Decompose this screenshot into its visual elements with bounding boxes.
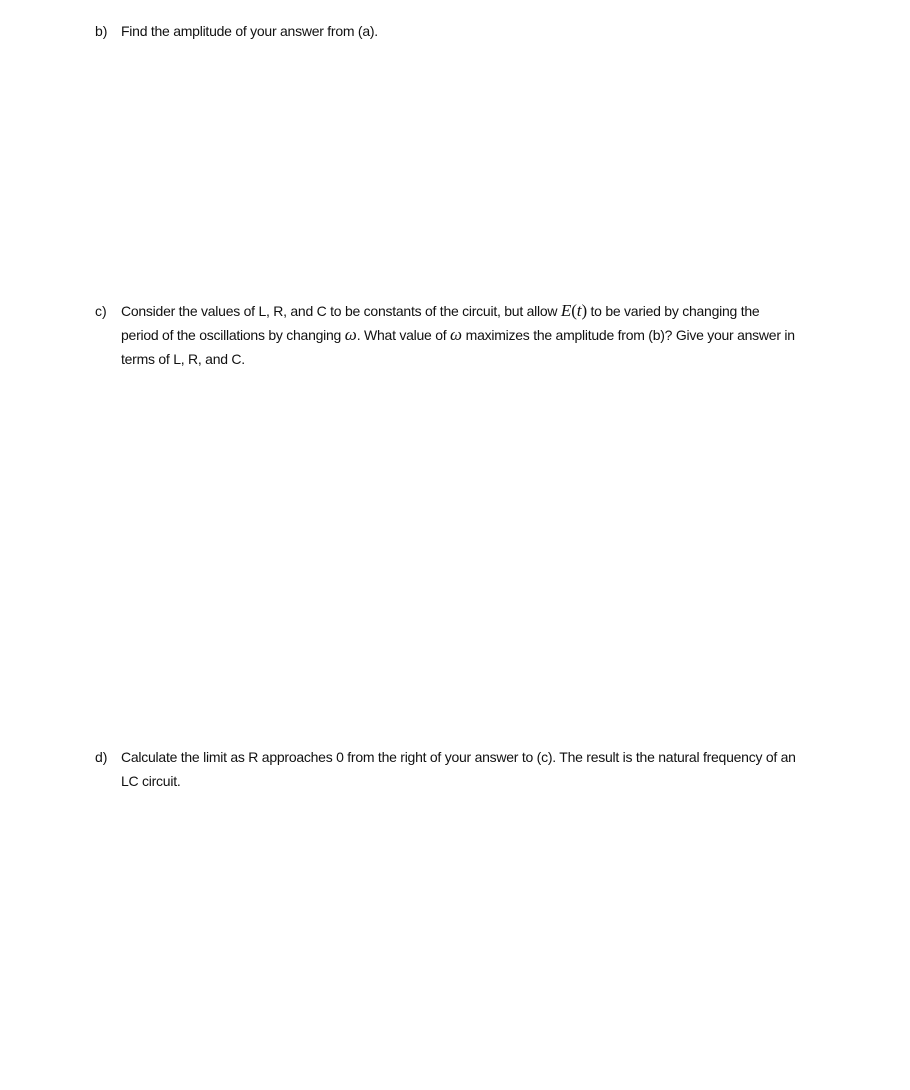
question-text: Calculate the limit as R approaches 0 from the right of your answer to (c). The result is the natural frequency of an LC circuit. <box>121 749 796 789</box>
math-t: t <box>576 301 582 320</box>
text-segment: Consider the values of L, R, and C to be constants of the circuit, but allow <box>121 303 561 319</box>
question-b <box>95 19 815 43</box>
math-omega: ω <box>450 325 463 344</box>
text-segment: to be varied by changing the period of the oscillations by changing <box>121 303 760 343</box>
math-paren: ( <box>571 301 577 320</box>
question-text <box>121 299 795 371</box>
math-E: E <box>560 301 572 320</box>
question-c <box>95 299 795 371</box>
question-label: c) <box>95 303 107 319</box>
math-omega: ω <box>344 325 357 344</box>
question-text: Find the amplitude of your answer from (a). <box>121 23 378 39</box>
question-label: d) <box>95 749 108 765</box>
text-segment: . What value of <box>356 327 451 343</box>
math-paren: ) <box>581 301 587 320</box>
text-segment: maximizes the amplitude from (b)? Give your answer in terms of L, R, and C. <box>121 327 795 367</box>
question-label: b) <box>95 23 108 39</box>
question-d <box>95 745 800 793</box>
